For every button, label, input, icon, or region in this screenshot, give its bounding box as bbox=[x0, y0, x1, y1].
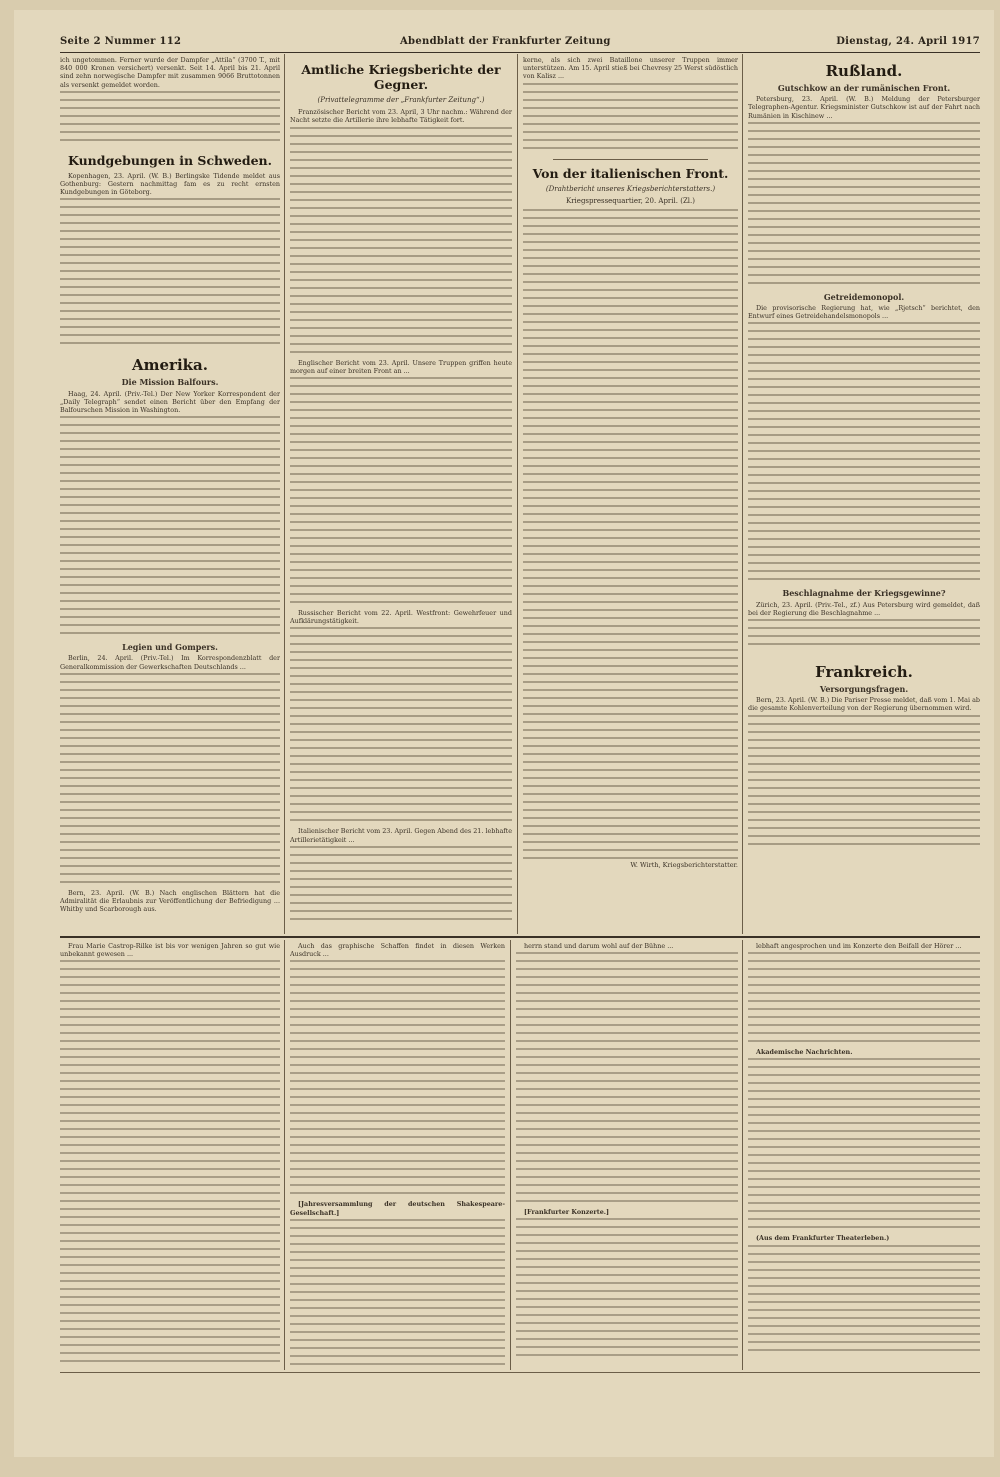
article-lead: Frau Marie Castrop-Rilke ist bis vor wenigen Jahren so gut wie unbekannt gewesen ... bbox=[60, 942, 280, 959]
subhead-gutschkow: Gutschkow an der rumänischen Front. bbox=[777, 83, 951, 93]
feuilleton-rule bbox=[60, 936, 980, 938]
note-heading: (Aus dem Frankfurter Theaterleben.) bbox=[756, 1234, 890, 1243]
text-lines bbox=[748, 1245, 980, 1357]
text-lines bbox=[290, 1219, 505, 1368]
column-2 bbox=[290, 56, 512, 934]
article-lead: Zürich, 23. April. (Priv.-Tel., zf.) Aus Petersburg wird gemeldet, daß bei der Regierung die Beschlagnahme ... bbox=[748, 600, 980, 617]
subhead-legien-gompers: Legien und Gompers. bbox=[122, 642, 218, 653]
subhead-mission-balfours: Die Mission Balfours. bbox=[121, 377, 219, 388]
text-lines bbox=[523, 83, 738, 155]
column-3 bbox=[523, 56, 738, 934]
header-masthead: Abendblatt der Frankfurter Zeitung bbox=[400, 36, 611, 47]
dateline: Kriegspressequartier, 20. April. (Zl.) bbox=[565, 196, 695, 205]
header-date: Dienstag, 24. April 1917 bbox=[836, 36, 980, 47]
column-rule bbox=[284, 54, 285, 934]
article-lead: Französischer Bericht vom 23. April, 3 Uhr nachm.: Während der Nacht setzte die Artillerie ihre lebhafte Tätigkeit fort. bbox=[290, 108, 512, 125]
article-lead: lebhaft angesprochen und im Konzerte den Beifall der Hörer ... bbox=[756, 942, 962, 950]
column-rule bbox=[742, 940, 743, 1370]
note-heading: Akademische Nachrichten. bbox=[756, 1048, 853, 1057]
subtitle-drahtbericht: (Drahtbericht unseres Kriegsberichterstatters.) bbox=[545, 184, 716, 193]
feuilleton-column-4 bbox=[748, 942, 980, 1368]
text-lines bbox=[748, 1058, 980, 1234]
column-rule bbox=[510, 940, 511, 1370]
feuilleton-column-3 bbox=[516, 942, 738, 1368]
text-lines bbox=[748, 122, 980, 290]
text-lines bbox=[290, 127, 512, 359]
text-lines bbox=[60, 960, 280, 1368]
text-lines bbox=[290, 377, 512, 609]
feuilleton-column-2 bbox=[290, 942, 505, 1368]
article-text: ich ungetommen. Ferner wurde der Dampfer „Attila“ (3700 T., mit 840 000 Kronen versichert) versenkt. Seit 14. April bis 21. April sind zehn norwegische Dampfer mit zusammen 9066 Bruttotonnen als versenkt gemeldet worden. bbox=[60, 56, 280, 89]
article-lead: Russischer Bericht vom 22. April. Westfront: Gewehrfeuer und Aufklärungstätigkeit. bbox=[290, 609, 512, 626]
newspaper-page bbox=[14, 10, 994, 1457]
signature: W. Wirth, Kriegsberichterstatter. bbox=[630, 861, 738, 870]
column-rule bbox=[517, 54, 518, 934]
subhead-versorgungsfragen: Versorgungsfragen. bbox=[819, 684, 909, 695]
text-lines bbox=[60, 673, 280, 889]
article-lead: Petersburg, 23. April. (W. B.) Meldung der Petersburger Telegraphen-Agentur. Kriegsminister Gutschkow ist auf der Fahrt nach Rumänien in Kischinew ... bbox=[748, 95, 980, 120]
article-lead: Englischer Bericht vom 23. April. Unsere Truppen griffen heute morgen auf einer breiten Front an ... bbox=[290, 358, 512, 375]
article-lead: Berlin, 24. April. (Priv.-Tel.) Im Korrespondenzblatt der Generalkommission der Gewerkschaften Deutschlands ... bbox=[60, 654, 280, 671]
text-lines bbox=[748, 322, 980, 586]
subtitle-privattelegramme: (Privattelegramme der „Frankfurter Zeitung“.) bbox=[317, 96, 485, 104]
text-lines bbox=[748, 715, 980, 851]
article-lead: Haag, 24. April. (Priv.-Tel.) Der New Yorker Korrespondent der „Daily Telegraph“ sendet einen Bericht über den Empfang der Balfourschen Mission in Washington. bbox=[60, 389, 280, 415]
column-1 bbox=[60, 56, 280, 934]
column-4 bbox=[748, 56, 980, 934]
bottom-rule bbox=[60, 1372, 980, 1373]
article-lead: Italienischer Bericht vom 23. April. Gegen Abend des 21. lebhafte Artillerietätigkeit ... bbox=[290, 827, 512, 844]
text-lines bbox=[60, 198, 280, 346]
text-lines bbox=[290, 960, 505, 1200]
subhead-kriegsgewinne: Beschlagnahme der Kriegsgewinne? bbox=[782, 588, 946, 599]
header-page-number: Seite 2 Nummer 112 bbox=[60, 36, 182, 47]
note-heading: [Frankfurter Konzerte.] bbox=[524, 1208, 610, 1217]
text-lines bbox=[748, 952, 980, 1048]
text-lines bbox=[60, 416, 280, 640]
feuilleton-column-1 bbox=[60, 942, 280, 1368]
headline-frankreich: Frankreich. bbox=[815, 663, 913, 682]
subhead-getreidemonopol: Getreidemonopol. bbox=[823, 291, 905, 302]
column-rule bbox=[742, 54, 743, 934]
headline-kundgebungen: Kundgebungen in Schweden. bbox=[67, 152, 272, 168]
note-heading: [Jahresversammlung der deutschen Shakespeare-Gesellschaft.] bbox=[290, 1200, 505, 1217]
text-lines bbox=[748, 619, 980, 651]
text-lines bbox=[516, 952, 738, 1208]
text-lines bbox=[290, 846, 512, 926]
text-lines bbox=[60, 91, 280, 147]
text-lines bbox=[290, 627, 512, 827]
article-lead: Auch das graphische Schaffen findet in diesen Werken Ausdruck ... bbox=[290, 942, 505, 959]
article-lead: Bern, 23. April. (W. B.) Die Pariser Presse meldet, daß vom 1. Mai ab die gesamte Kohlenverteilung von der Regierung übernommen wird. bbox=[748, 696, 980, 713]
article-lead: Kopenhagen, 23. April. (W. B.) Berlingske Tidende meldet aus Gothenburg: Gestern nachmittag fam es zu recht ernsten Kundgebungen in Göteborg. bbox=[60, 171, 280, 197]
headline-amerika: Amerika. bbox=[132, 356, 208, 375]
article-lead: Bern, 23. April. (W. B.) Nach englischen Blättern hat die Admiralität die Erlaubnis zur Veröffentlichung der Befriedigung ... Whitby und Scarborough aus. bbox=[60, 888, 280, 914]
text-lines bbox=[516, 1218, 738, 1362]
article-lead: Die provisorische Regierung hat, wie „Rjetsch“ berichtet, den Entwurf eines Getreidehandelsmonopols ... bbox=[748, 304, 980, 321]
headline-kriegsberichte: Amtliche Kriegsberichte der Gegner. bbox=[301, 62, 501, 92]
article-lead: herrn stand und darum wohl auf der Bühne ... bbox=[524, 942, 674, 950]
column-rule bbox=[284, 940, 285, 1370]
article-text: kerne, als sich zwei Bataillone unserer Truppen immer unterstützen. Am 15. April stieß bei Chevresy 25 Werst südöstlich von Kalisz ... bbox=[523, 56, 738, 81]
headline-italienische-front: Von der italienischen Front. bbox=[532, 165, 729, 181]
section-rule bbox=[553, 159, 708, 160]
page-header bbox=[60, 34, 980, 53]
headline-russland: Rußland. bbox=[825, 62, 903, 80]
text-lines bbox=[523, 209, 738, 859]
